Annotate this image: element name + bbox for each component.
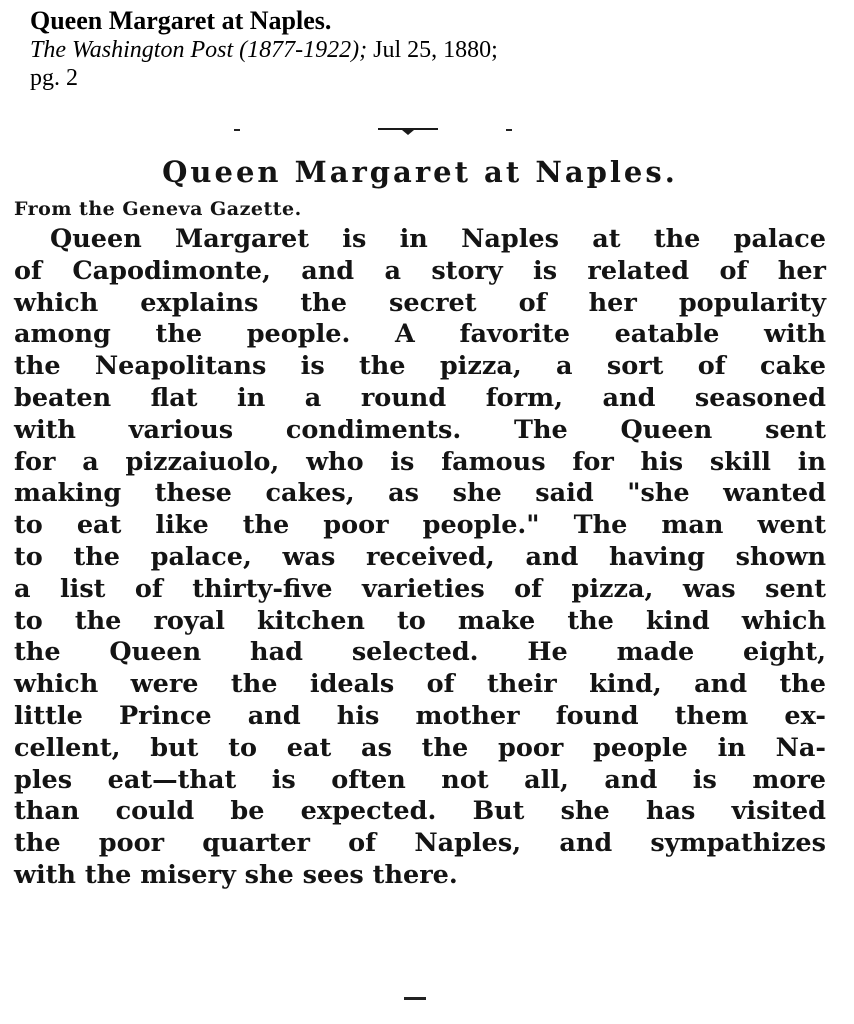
article-line: which were the ideals of their kind, and the — [14, 669, 826, 700]
article-line: the Neapolitans is the pizza, a sort of cake — [14, 351, 826, 382]
citation-source — [30, 36, 830, 64]
article-line: with the misery she sees there. — [14, 859, 458, 890]
citation-page: pg. 2 — [30, 65, 78, 91]
article-clipping — [14, 152, 826, 892]
article-line: to eat like the poor people." The man went — [14, 510, 826, 541]
article-line: little Prince and his mother found them ex- — [14, 700, 826, 731]
article-dateline: From the Geneva Gazette. — [14, 198, 302, 220]
citation-date: Jul 25, 1880; — [373, 37, 498, 63]
citation-title: Queen Margaret at Naples. — [30, 6, 332, 35]
article-line: the Queen had selected. He made eight, — [14, 637, 826, 668]
separator-dash — [234, 129, 240, 131]
article-body — [14, 224, 826, 892]
article-line: Queen Margaret is in Naples at the palace — [50, 224, 826, 254]
article-line: which explains the secret of her popularity — [14, 287, 826, 318]
citation-header — [30, 6, 830, 92]
article-line: for a pizzaiuolo, who is famous for his skill in — [14, 446, 826, 477]
separator-ornament-icon — [378, 126, 438, 136]
citation-publication: The Washington Post (1877-1922); — [30, 37, 368, 63]
article-line: with various condiments. The Queen sent — [14, 414, 826, 445]
article-line: beaten flat in a round form, and seasoned — [14, 382, 826, 413]
separator-dash — [506, 129, 512, 131]
top-separator — [0, 126, 854, 140]
bottom-separator — [404, 997, 426, 1000]
article-line: making these cakes, as she said "she wanted — [14, 478, 826, 509]
article-line: among the people. A favorite eatable with — [14, 319, 826, 350]
article-line: cellent, but to eat as the poor people in Na- — [14, 732, 826, 763]
article-line: the poor quarter of Naples, and sympathizes — [14, 828, 826, 859]
article-line: of Capodimonte, and a story is related of her — [14, 255, 826, 286]
article-line: to the royal kitchen to make the kind which — [14, 605, 826, 636]
article-line: to the palace, was received, and having shown — [14, 541, 826, 572]
article-line: ples eat—that is often not all, and is more — [14, 764, 826, 795]
article-line: than could be expected. But she has visited — [14, 796, 826, 827]
article-line: a list of thirty-five varieties of pizza, was sent — [14, 573, 826, 604]
article-headline: Queen Margaret at Naples. — [162, 155, 678, 189]
